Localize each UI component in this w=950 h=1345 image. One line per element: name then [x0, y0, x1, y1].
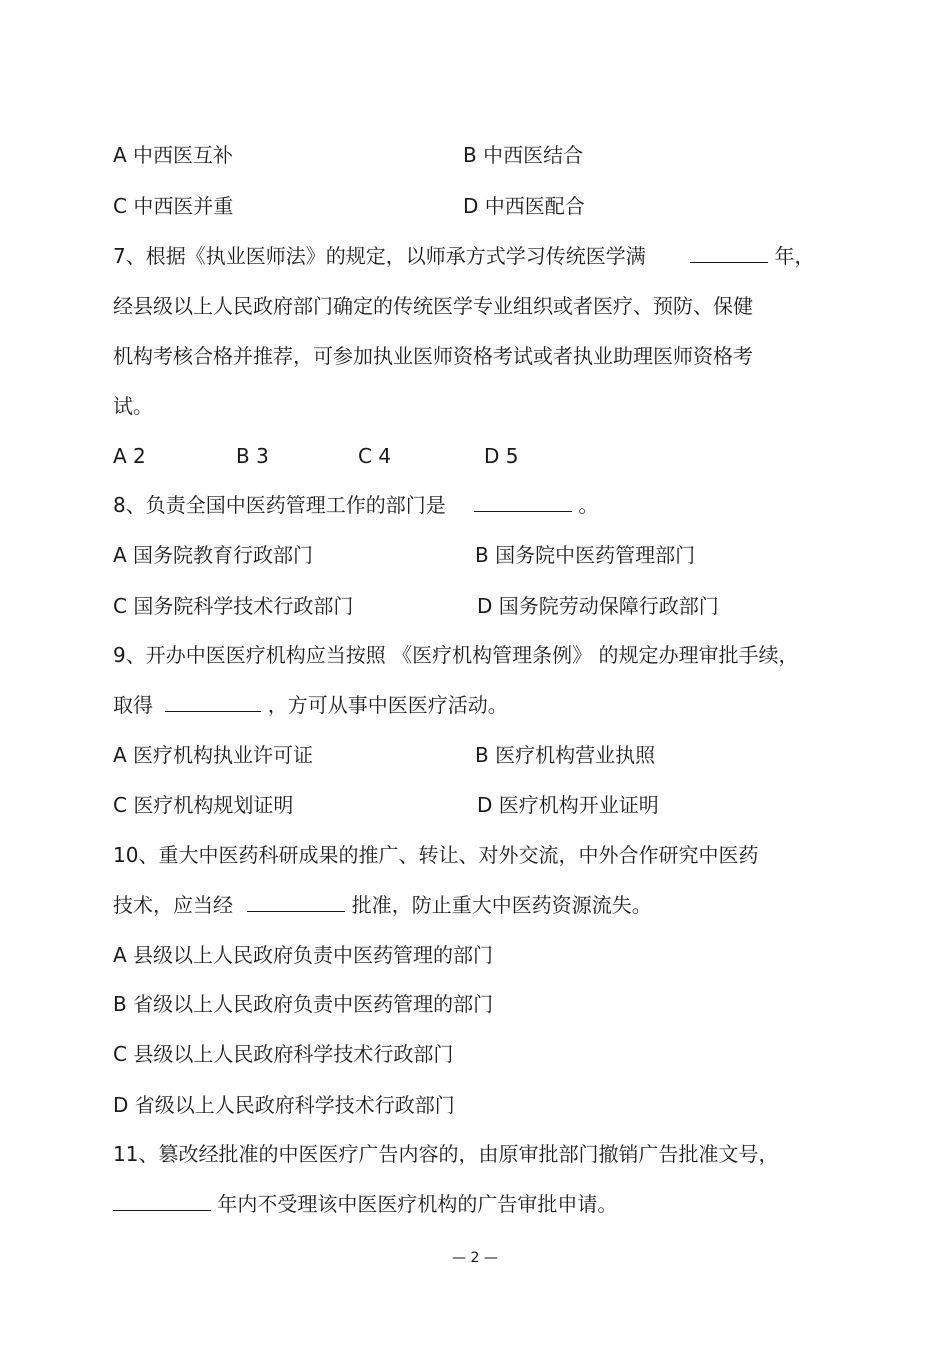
q7-line-2: 经县级以上人民政府部门确定的传统医学专业组织或者医疗、预防、保健 [113, 294, 753, 318]
q11-text-end: 年内不受理该中医医疗机构的广告审批申请。 [217, 1192, 618, 1216]
q10-line-2 [113, 892, 652, 918]
q10-text: 技术，应当经 [113, 893, 233, 917]
q10-text-end: 批准，防止重大中医药资源流失。 [351, 893, 652, 917]
q7-text: 7、根据《执业医师法》的规定，以师承方式学习传统医学满 [113, 244, 646, 268]
q7-line-3: 机构考核合格并推荐，可参加执业医师资格考试或者执业助理医师资格考 [113, 344, 753, 368]
q6-option-d: D 中西医配合 [463, 194, 585, 218]
q9-option-b: B 医疗机构营业执照 [475, 743, 656, 767]
q6-option-b: B 中西医结合 [463, 143, 584, 167]
q7-text-end: 年， [774, 244, 815, 268]
q9-line-2 [113, 692, 508, 718]
q8-text: 8、负责全国中医药管理工作的部门是 [113, 493, 446, 517]
q7-line-1 [113, 243, 814, 269]
q10-option-a: A 县级以上人民政府负责中医药管理的部门 [113, 943, 494, 967]
q7-line-4: 试。 [113, 394, 153, 418]
q10-option-c: C 县级以上人民政府科学技术行政部门 [113, 1042, 454, 1066]
q9-option-a: A 医疗机构执业许可证 [113, 743, 314, 767]
q7-option-a: A 2 [113, 444, 146, 468]
q9-option-c: C 医疗机构规划证明 [113, 793, 294, 817]
q9-line-1: 9、开办中医医疗机构应当按照 《医疗机构管理条例》 的规定办理审批手续， [113, 643, 799, 667]
q7-answer-blank[interactable] [690, 244, 768, 263]
q10-line-1: 10、重大中医药科研成果的推广、转让、对外交流，中外合作研究中医药 [113, 843, 759, 867]
q11-line-2 [113, 1191, 617, 1217]
q8-text-end: 。 [578, 493, 599, 517]
q8-answer-blank[interactable] [474, 493, 572, 512]
q10-answer-blank[interactable] [247, 893, 345, 912]
q10-option-b: B 省级以上人民政府负责中医药管理的部门 [113, 992, 494, 1016]
q7-option-d: D 5 [484, 444, 519, 468]
q7-option-c: C 4 [358, 444, 392, 468]
q9-option-d: D 医疗机构开业证明 [477, 793, 659, 817]
q8-option-d: D 国务院劳动保障行政部门 [477, 594, 719, 618]
q11-line-1: 11、篡改经批准的中医医疗广告内容的，由原审批部门撤销广告批准文号， [113, 1142, 779, 1166]
q8-option-a: A 国务院教育行政部门 [113, 543, 314, 567]
page-number: — 2 — [452, 1250, 498, 1266]
q8-line-1 [113, 492, 598, 518]
q8-option-c: C 国务院科学技术行政部门 [113, 594, 354, 618]
q9-text-end: ，方可从事中医医疗活动。 [267, 693, 508, 717]
q6-option-a: A 中西医互补 [113, 143, 234, 167]
q8-option-b: B 国务院中医药管理部门 [475, 543, 696, 567]
q6-option-c: C 中西医并重 [113, 194, 234, 218]
q11-answer-blank[interactable] [113, 1192, 211, 1211]
q9-answer-blank[interactable] [165, 693, 261, 712]
q9-text: 取得 [113, 693, 153, 717]
q10-option-d: D 省级以上人民政府科学技术行政部门 [113, 1093, 455, 1117]
q7-option-b: B 3 [236, 444, 269, 468]
